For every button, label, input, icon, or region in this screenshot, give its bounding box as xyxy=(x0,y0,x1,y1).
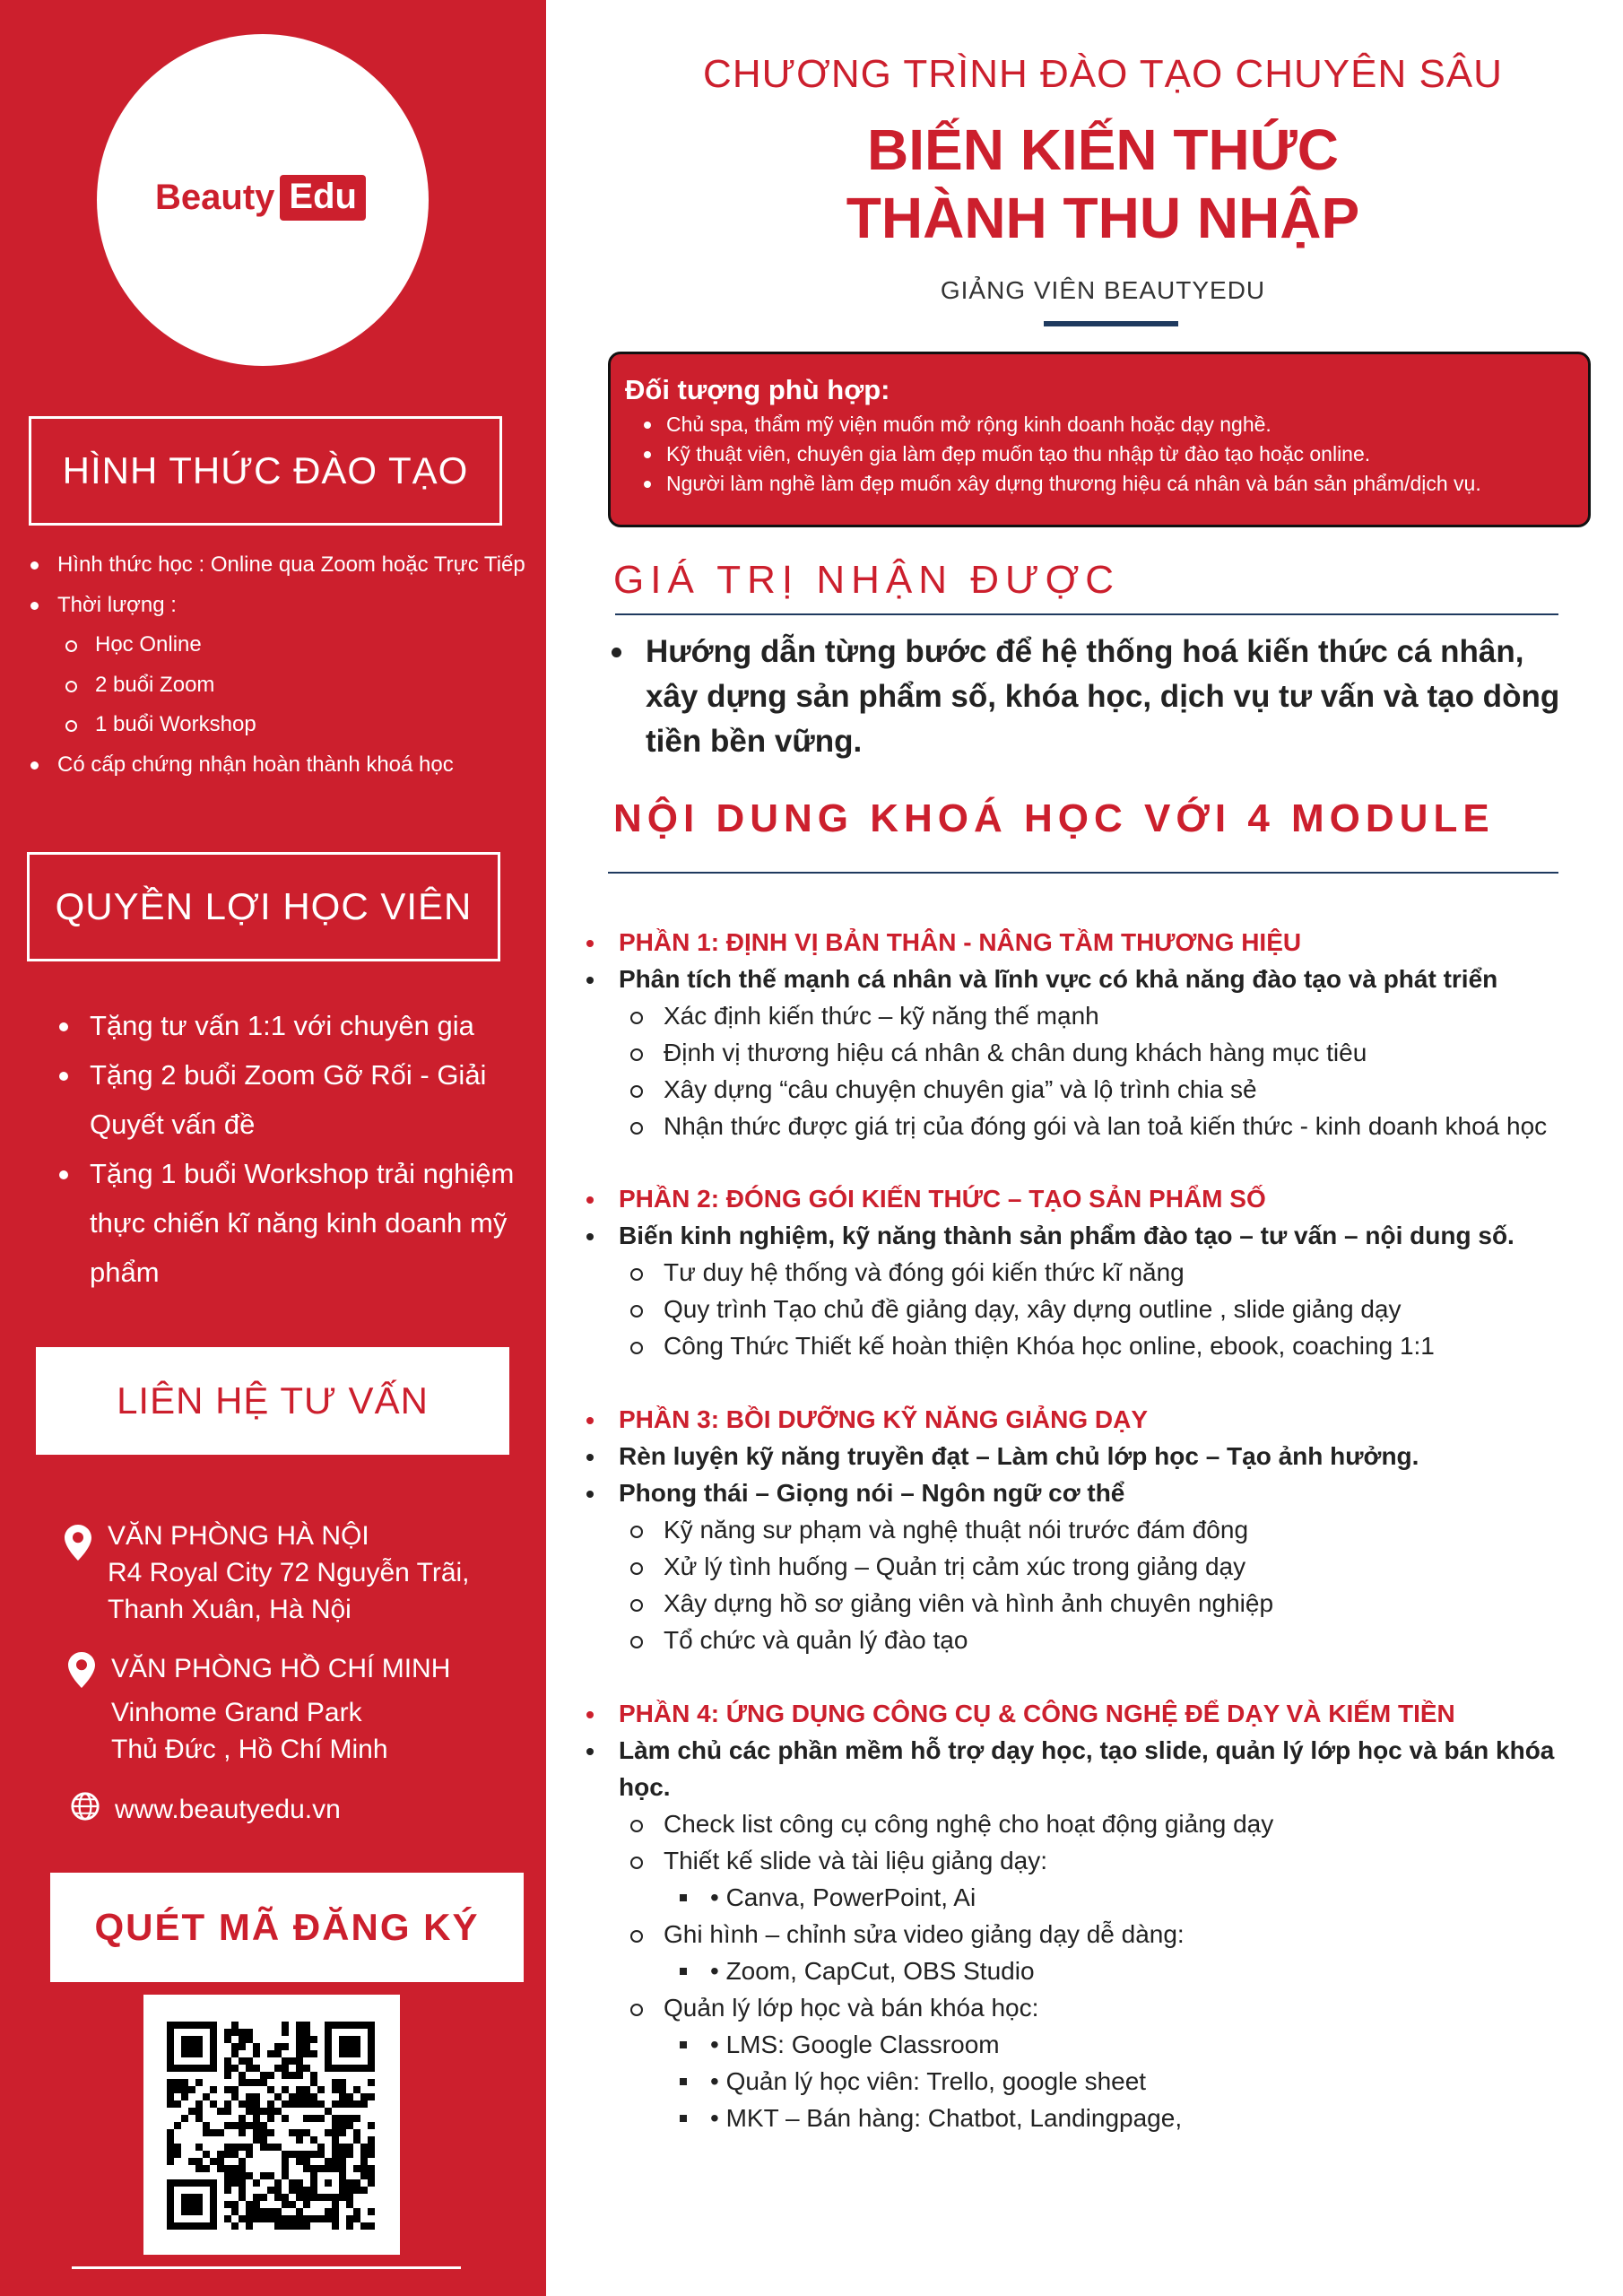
list-item: Ghi hình – chỉnh sửa video giảng dạy dễ dàng: xyxy=(581,1916,1612,1952)
location-pin-icon xyxy=(65,1525,91,1561)
format-heading: HÌNH THỨC ĐÀO TẠO xyxy=(29,416,502,526)
list-item: • Zoom, CapCut, OBS Studio xyxy=(581,1952,1612,1989)
brand-logo xyxy=(155,175,366,221)
value-heading: GIÁ TRỊ NHẬN ĐƯỢC xyxy=(613,558,1121,602)
divider xyxy=(72,2266,461,2269)
benefits-heading: QUYỀN LỢI HỌC VIÊN xyxy=(27,852,500,961)
website-link[interactable]: www.beautyedu.vn xyxy=(115,1795,341,1824)
list-item: Công Thức Thiết kế hoàn thiện Khóa học online, ebook, coaching 1:1 xyxy=(581,1327,1612,1364)
module-focus: Phân tích thế mạnh cá nhân và lĩnh vực có khả năng đào tạo và phát triển xyxy=(581,961,1612,997)
office-address-line: Vinhome Grand Park xyxy=(111,1698,362,1727)
list-item: Xử lý tình huống – Quản trị cảm xúc trong giảng dạy xyxy=(581,1548,1612,1585)
list-item: Hình thức học : Online qua Zoom hoặc Trực Tiếp xyxy=(29,545,531,586)
sidebar xyxy=(0,0,546,2296)
divider xyxy=(615,613,1558,615)
list-item: Kỹ thuật viên, chuyên gia làm đẹp muốn tạo thu nhập từ đào tạo hoặc online. xyxy=(625,439,1588,469)
program-type: CHƯƠNG TRÌNH ĐÀO TẠO CHUYÊN SÂU xyxy=(703,52,1503,96)
list-item: Kỹ năng sư phạm và nghệ thuật nói trước đám đông xyxy=(581,1511,1612,1548)
audience-box xyxy=(608,352,1591,527)
office-address-line: Thanh Xuân, Hà Nội xyxy=(108,1595,352,1624)
list-item: Nhận thức được giá trị của đóng gói và lan toả kiến thức - kinh doanh khoá học xyxy=(581,1108,1612,1144)
list-item: Tặng 2 buổi Zoom Gỡ Rối - Giải Quyết vấn đề xyxy=(56,1050,522,1149)
qr-code[interactable] xyxy=(143,1995,400,2255)
logo-word-beauty: Beauty xyxy=(155,178,275,217)
list-item: Quản lý lớp học và bán khóa học: xyxy=(581,1989,1612,2026)
list-item: Xác định kiến thức – kỹ năng thế mạnh xyxy=(581,997,1612,1034)
scan-heading: QUÉT MÃ ĐĂNG KÝ xyxy=(50,1873,524,1982)
modules-heading: NỘI DUNG KHOÁ HỌC VỚI 4 MODULE xyxy=(613,796,1495,840)
office-hanoi xyxy=(108,1518,538,1628)
list-item: 2 buổi Zoom xyxy=(29,665,531,706)
page-title-line1: BIẾN KIẾN THỨC xyxy=(867,117,1339,182)
list-item: Tặng 1 buổi Workshop trải nghiệm thực chiến kĩ năng kinh doanh mỹ phẩm xyxy=(56,1149,522,1297)
contact-heading: LIÊN HỆ TƯ VẤN xyxy=(36,1347,509,1455)
lecturer-label: GIẢNG VIÊN BEAUTYEDU xyxy=(940,276,1266,304)
module-title: PHẦN 1: ĐỊNH VỊ BẢN THÂN - NÂNG TẦM THƯƠNG HIỆU xyxy=(581,924,1612,961)
list-item: Tặng tư vấn 1:1 với chuyên gia xyxy=(56,1001,522,1050)
format-list xyxy=(29,545,531,785)
list-item: • Canva, PowerPoint, Ai xyxy=(581,1879,1612,1916)
list-item: Tổ chức và quản lý đào tạo xyxy=(581,1622,1612,1658)
module-focus: Rèn luyện kỹ năng truyền đạt – Làm chủ lớp học – Tạo ảnh hưởng. xyxy=(581,1438,1612,1474)
page-title-line2: THÀNH THU NHẬP xyxy=(846,186,1360,250)
module-4 xyxy=(581,1695,1612,2136)
list-item: Chủ spa, thẩm mỹ viện muốn mở rộng kinh doanh hoặc dạy nghề. xyxy=(625,410,1588,439)
module-title: PHẦN 3: BỒI DƯỠNG KỸ NĂNG GIẢNG DẠY xyxy=(581,1401,1612,1438)
list-item: Học Online xyxy=(29,625,531,665)
list-item: Định vị thương hiệu cá nhân & chân dung khách hàng mục tiêu xyxy=(581,1034,1612,1071)
office-address-line: Thủ Đức , Hồ Chí Minh xyxy=(111,1735,388,1764)
value-list xyxy=(606,630,1575,764)
module-title: PHẦN 2: ĐÓNG GÓI KIẾN THỨC – TẠO SẢN PHẨM SỐ xyxy=(581,1180,1612,1217)
list-item: 1 buổi Workshop xyxy=(29,705,531,745)
office-hcm xyxy=(111,1650,542,1768)
logo-word-edu: Edu xyxy=(280,175,366,221)
module-1 xyxy=(581,924,1612,1144)
module-2 xyxy=(581,1180,1612,1364)
globe-icon xyxy=(70,1791,100,1822)
list-item: Thời lượng : xyxy=(29,586,531,626)
list-item: Xây dựng “câu chuyện chuyên gia” và lộ trình chia sẻ xyxy=(581,1071,1612,1108)
divider xyxy=(608,872,1558,874)
list-item: • Quản lý học viên: Trello, google sheet xyxy=(581,2063,1612,2100)
module-focus: Biến kinh nghiệm, kỹ năng thành sản phẩm đào tạo – tư vấn – nội dung số. xyxy=(581,1217,1612,1254)
list-item: Xây dựng hồ sơ giảng viên và hình ảnh chuyên nghiệp xyxy=(581,1585,1612,1622)
list-item: Hướng dẫn từng bước để hệ thống hoá kiến thức cá nhân, xây dựng sản phẩm số, khóa học, dịch vụ tư vấn và tạo dòng tiền bền vững. xyxy=(606,630,1575,764)
office-address-line: R4 Royal City 72 Nguyễn Trãi, xyxy=(108,1558,470,1587)
list-item: Check list công cụ công nghệ cho hoạt động giảng dạy xyxy=(581,1805,1612,1842)
list-item: • LMS: Google Classroom xyxy=(581,2026,1612,2063)
module-focus: Làm chủ các phần mềm hỗ trợ dạy học, tạo slide, quản lý lớp học và bán khóa học. xyxy=(581,1732,1612,1805)
list-item: • MKT – Bán hàng: Chatbot, Landingpage, xyxy=(581,2100,1612,2136)
divider xyxy=(1044,321,1178,326)
office-name: VĂN PHÒNG HỒ CHÍ MINH xyxy=(111,1654,451,1683)
audience-title: Đối tượng phù hợp: xyxy=(625,374,890,405)
module-3 xyxy=(581,1401,1612,1658)
list-item: Có cấp chứng nhận hoàn thành khoá học xyxy=(29,745,531,786)
benefit-list xyxy=(56,1001,522,1297)
audience-list xyxy=(625,410,1588,499)
list-item: Tư duy hệ thống và đóng gói kiến thức kĩ năng xyxy=(581,1254,1612,1291)
office-name: VĂN PHÒNG HÀ NỘI xyxy=(108,1521,369,1551)
list-item: Người làm nghề làm đẹp muốn xây dựng thương hiệu cá nhân và bán sản phẩm/dịch vụ. xyxy=(625,469,1588,499)
module-title: PHẦN 4: ỨNG DỤNG CÔNG CỤ & CÔNG NGHỆ ĐỂ DẠY VÀ KIẾM TIỀN xyxy=(581,1695,1612,1732)
list-item: Thiết kế slide và tài liệu giảng dạy: xyxy=(581,1842,1612,1879)
list-item: Quy trình Tạo chủ đề giảng dạy, xây dựng outline , slide giảng dạy xyxy=(581,1291,1612,1327)
qr-code-image xyxy=(167,2022,375,2230)
location-pin-icon xyxy=(68,1652,95,1688)
module-focus: Phong thái – Giọng nói – Ngôn ngữ cơ thể xyxy=(581,1474,1612,1511)
